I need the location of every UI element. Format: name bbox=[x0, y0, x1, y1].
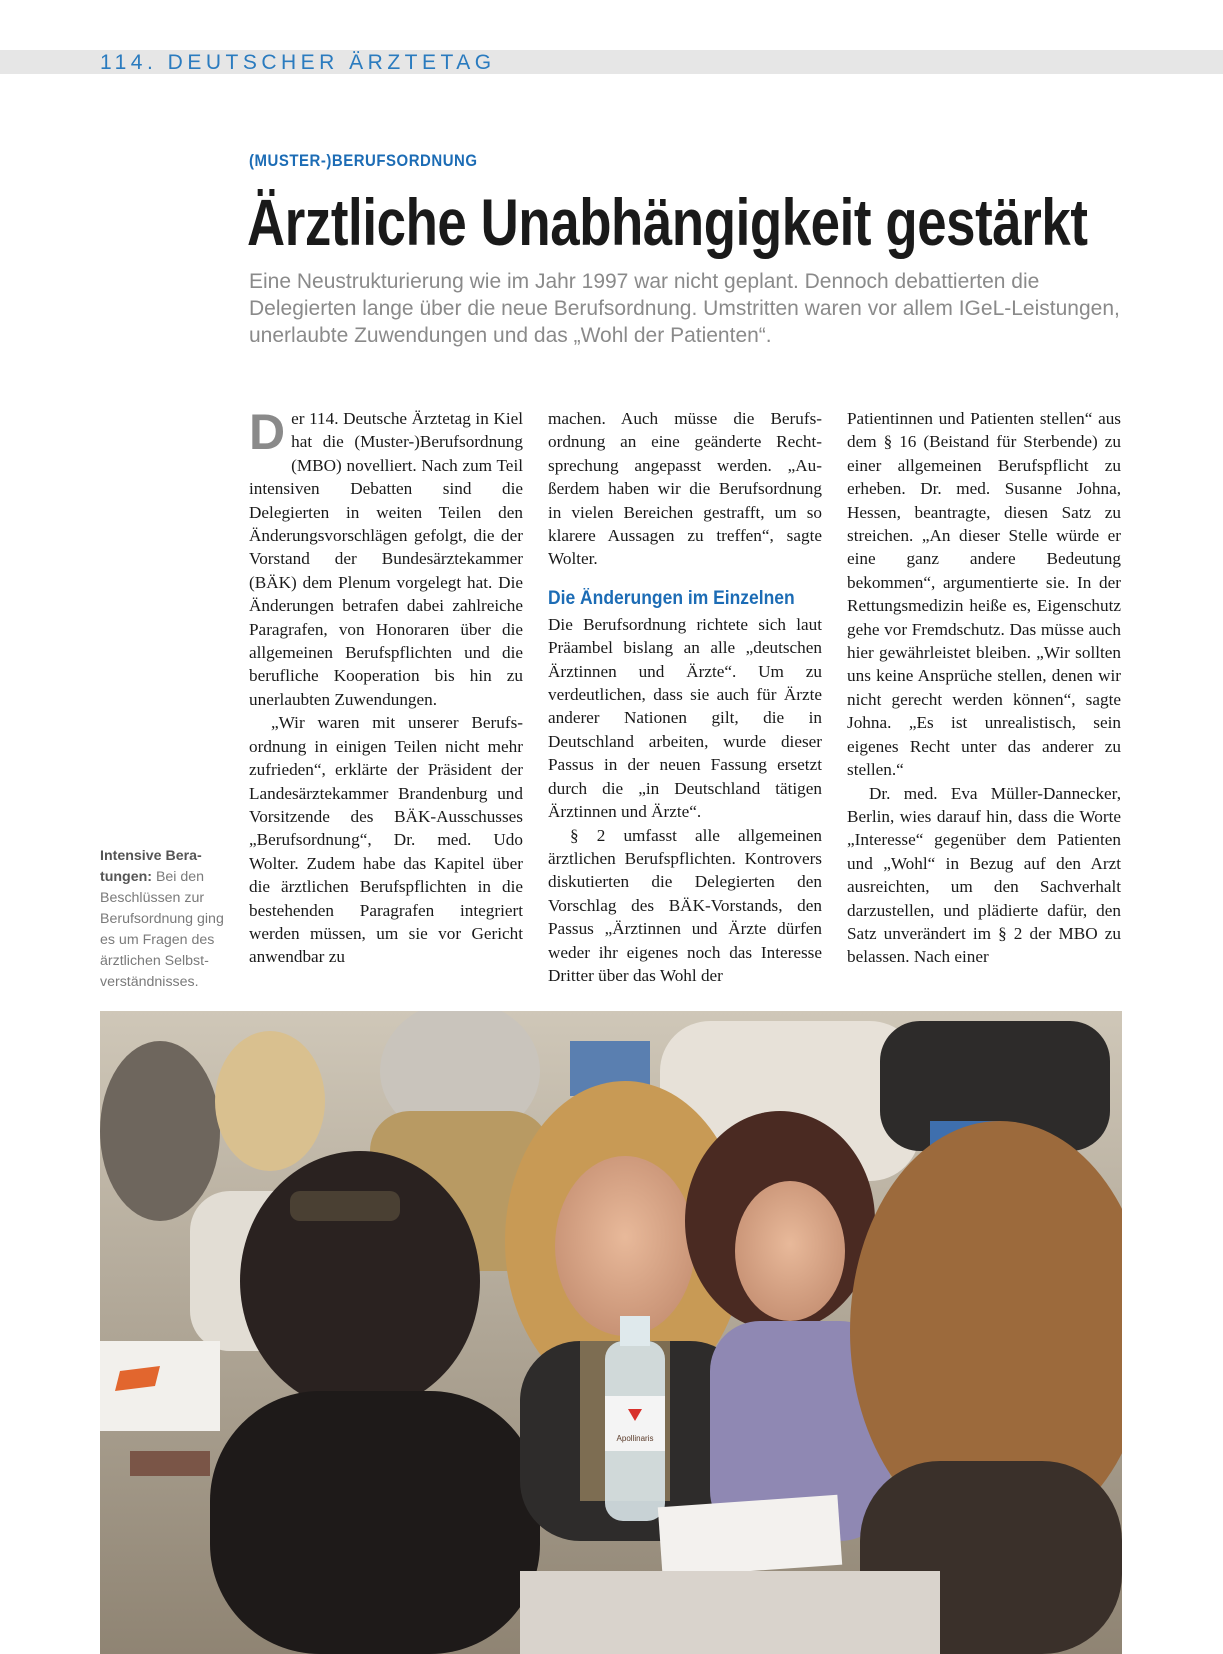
drop-cap: D bbox=[249, 407, 286, 460]
caption-text: Bei den Beschlüssen zur Berufsordnung ging es um Fragen des ärztlichen Selbstverständnisses. bbox=[100, 869, 224, 990]
article-headline: Ärztliche Unabhängigkeit gestärkt bbox=[247, 185, 1088, 259]
article-column-1 bbox=[249, 407, 523, 997]
paragraph: § 2 umfasst alle allgemeinen ärztlichen Berufspflichten. Kontrovers diskutierten die Delegierten den Vorschlag des BÄK-Vorstands, den Passus „Ärztinnen und Ärzte dürfen weder ihr eigenes noch das Interesse Dritter über das Wohl der bbox=[548, 825, 822, 985]
paragraph: „Wir waren mit unserer Berufsordnung in einigen Teilen nicht mehr zufrieden“, erklärte der Präsident der Landesärztekammer Brandenburg und Vorsitzende des BÄK-Ausschusses „Berufsordnung“, Dr. med. Udo Wolter. Zudem habe das Kapitel über die ärztlichen Berufspflichten in die bestehenden Paragrafen integriert werden müssen, um sie vor Gericht anwendbar zu bbox=[249, 713, 523, 967]
paragraph: Die Berufsordnung richtete sich laut Präambel bislang an alle „deutschen Ärztinnen und Ärzte“. Um zu verdeutlichen, dass sie auch für Ärzte anderer Nationen gilt, die in Deutschland arbeiten, wurde dieser Passus in der neuen Fassung ersetzt durch die „in Deutschland tätigen Ärztinnen und Ärzte“. bbox=[548, 614, 822, 822]
article-kicker: (MUSTER-)BERUFSORDNUNG bbox=[249, 151, 478, 170]
paragraph: Patientinnen und Patienten stellen“ aus dem § 16 (Beistand für Sterbende) zu einer allgemeinen Berufspflicht zu erheben. Dr. med. Susanne Johna, Hessen, beantragte, diesen Satz zu streichen. „An dieser Stelle würde er eine ganz andere Bedeutung bekommen“, argumentierte sie. In der Rettungsmedizin heiße es, Eigenschutz gehe vor Fremdschutz. Das müsse auch hier gewährleistet bleiben. „Wir sollten uns keine Ansprüche stellen, denen wir nicht gerecht werden können“, sagte Johna. „Es ist unrealistisch, sein eigenes Recht unter das anderer zu stellen.“ bbox=[847, 409, 1121, 780]
article-dek: Eine Neustrukturierung wie im Jahr 1997 war nicht geplant. Dennoch debattierten die Delegierten lange über die neue Berufsordnung. Umstritten waren vor allem IGeL-Leistungen, unerlaubte Zuwendungen und das „Wohl der Patienten“. bbox=[249, 270, 1120, 347]
photo-illustration bbox=[100, 1011, 1122, 1654]
photo-caption bbox=[100, 846, 228, 993]
article-photo bbox=[100, 1011, 1122, 1654]
section-subhead: Die Änderungen im Einzelnen bbox=[548, 587, 795, 609]
bottle-label: Apollinaris bbox=[616, 1434, 654, 1443]
article-column-3 bbox=[847, 407, 1121, 997]
article-column-2 bbox=[548, 407, 822, 997]
paragraph-text: er 114. Deutsche Ärztetag in Kiel hat die (Muster-)Berufsordnung (MBO) novelliert. Nach zum Teil intensiven Debatten sind die Delegierten in weiten Teilen den Änderungsvorschlägen gefolgt, die der Vorstand der Bundesärztekammer (BÄK) dem Plenum vorgelegt hat. Die Änderungen betrafen dabei zahlreiche Paragrafen, von Honoraren über die allgemeinen Berufspflichten und die berufliche Kooperation bis hin zu unerlaubten Zuwendungen. bbox=[249, 409, 523, 709]
paragraph bbox=[249, 407, 523, 711]
paragraph: machen. Auch müsse die Berufsordnung an eine geänderte Rechtsprechung angepasst werden. „Außerdem haben wir die Berufsordnung in vielen Bereichen gestrafft, um so klarere Aussagen zu treffen“, sagte Wolter. bbox=[548, 409, 822, 569]
running-head: 114. DEUTSCHER ÄRZTETAG bbox=[100, 51, 496, 74]
caption-lead: Intensive Beratungen: bbox=[100, 848, 202, 885]
paragraph: Dr. med. Eva Müller-Dannecker, Berlin, wies darauf hin, dass die Worte „Interesse“ gegenüber dem Patienten und „Wohl“ in Bezug auf den Arzt ausreichten, um den Sachverhalt darzustellen, und plädierte dafür, den Satz unverändert im § 2 der MBO zu belassen. Nach einer bbox=[847, 783, 1121, 967]
